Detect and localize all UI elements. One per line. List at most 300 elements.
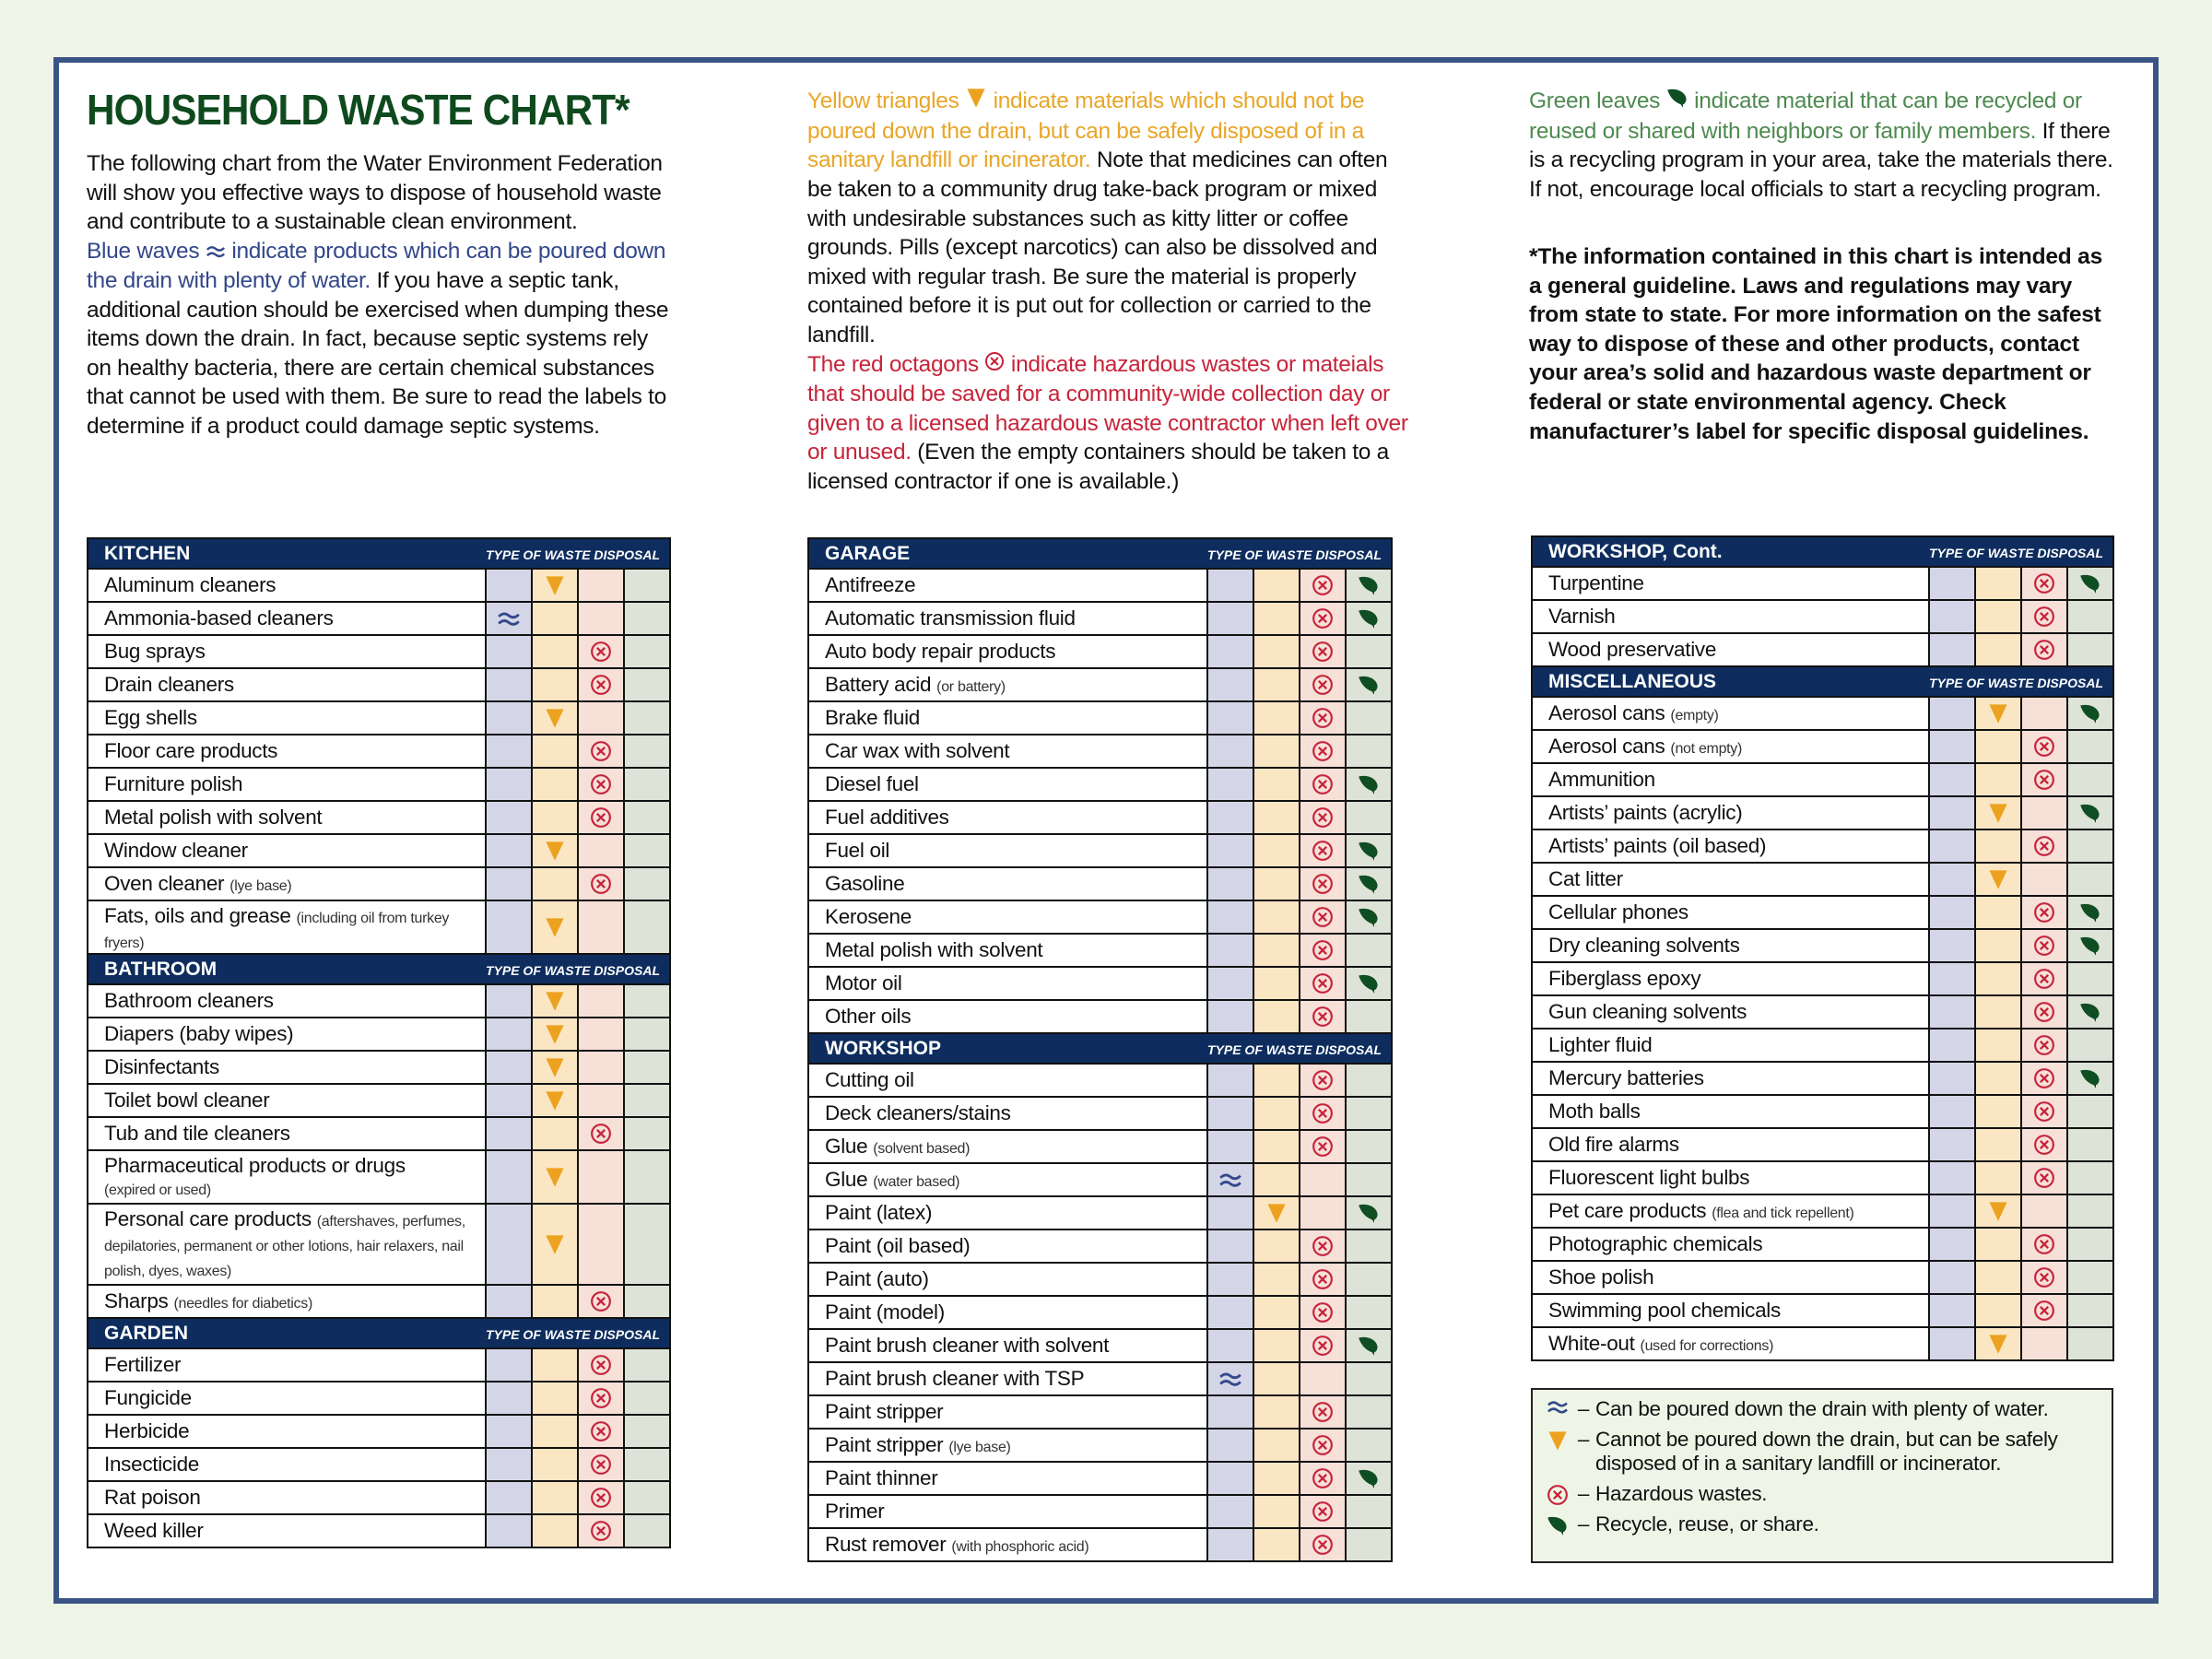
- haz-cell: [1300, 669, 1345, 700]
- drain-cell: [487, 1151, 531, 1203]
- octagon-x-icon: [2033, 735, 2055, 758]
- haz-cell: [579, 868, 623, 900]
- haz-cell: [579, 1482, 623, 1513]
- item-name: Artists’ paints (oil based): [1548, 834, 1767, 857]
- rec-cell: [1347, 1330, 1391, 1361]
- item-name: Pet care products: [1548, 1199, 1707, 1222]
- rec-cell: [2068, 930, 2112, 961]
- haz-cell: [1300, 835, 1345, 866]
- haz-cell: [1300, 769, 1345, 800]
- triangle-icon: [544, 1166, 566, 1188]
- rec-cell: [2068, 1096, 2112, 1127]
- octagon-x-icon: [1312, 1301, 1334, 1324]
- item-label: [809, 1131, 1206, 1162]
- trash-cell: [1254, 669, 1299, 700]
- octagon-x-icon: [2033, 1100, 2055, 1123]
- item-name: Herbicide: [104, 1419, 190, 1442]
- type-of-waste-label: TYPE OF WASTE DISPOSAL: [1206, 1042, 1382, 1057]
- item-name: Fats, oils and grease: [104, 904, 291, 927]
- drain-cell: [1208, 1463, 1253, 1494]
- item-name: Floor care products: [104, 739, 278, 762]
- waves-icon: [1218, 1371, 1242, 1387]
- item-label: [809, 968, 1206, 999]
- item-name: Gasoline: [825, 872, 905, 895]
- table-row: [1533, 1295, 2112, 1326]
- rec-cell: [625, 1449, 669, 1480]
- table-row: [88, 1151, 669, 1203]
- item-name: Paint (model): [825, 1300, 945, 1324]
- legend-item: [1544, 1397, 2100, 1421]
- haz-cell: [2022, 568, 2066, 599]
- item-label: [1533, 1096, 1928, 1127]
- drain-cell: [1930, 601, 1974, 632]
- haz-cell: [1300, 1131, 1345, 1162]
- section-title: WORKSHOP: [825, 1038, 941, 1059]
- drain-cell: [1208, 570, 1253, 601]
- rec-cell: [1347, 802, 1391, 833]
- blue-waves-label: Blue waves: [87, 238, 200, 264]
- drain-cell: [487, 1382, 531, 1414]
- item-name: Cutting oil: [825, 1068, 914, 1091]
- table-row: [809, 1496, 1391, 1527]
- trash-cell: [1976, 601, 2020, 632]
- octagon-x-icon: [1312, 1006, 1334, 1028]
- rec-cell: [625, 603, 669, 634]
- rec-cell: [1347, 636, 1391, 667]
- item-name: Varnish: [1548, 605, 1616, 628]
- drain-cell: [1208, 1330, 1253, 1361]
- drain-cell: [1930, 1295, 1974, 1326]
- item-note: (flea and tick repellent): [1712, 1206, 1854, 1221]
- octagon-x-icon: [2033, 968, 2055, 990]
- section-title: BATHROOM: [104, 959, 218, 980]
- haz-cell: [2022, 830, 2066, 862]
- haz-cell: [579, 702, 623, 734]
- trash-cell: [1976, 930, 2020, 961]
- table-row: [809, 603, 1391, 634]
- item-name: Shoe polish: [1548, 1265, 1654, 1288]
- item-name: Automatic transmission fluid: [825, 606, 1076, 629]
- item-name: Wood preservative: [1548, 638, 1717, 661]
- item-name: Bug sprays: [104, 640, 206, 663]
- item-label: [809, 1396, 1206, 1428]
- table-row: [1533, 698, 2112, 729]
- drain-cell: [1208, 1363, 1253, 1394]
- octagon-x-icon: [1312, 740, 1334, 762]
- haz-cell: [579, 1151, 623, 1203]
- triangle-icon: [1265, 1202, 1288, 1224]
- item-name: Oven cleaner: [104, 872, 225, 895]
- drain-cell: [487, 1449, 531, 1480]
- item-name: Metal polish with solvent: [825, 938, 1043, 961]
- rec-cell: [2068, 601, 2112, 632]
- item-name: Rust remover: [825, 1533, 947, 1556]
- table-row: [809, 1164, 1391, 1195]
- item-label: [88, 769, 485, 800]
- leaf-icon: [2079, 1001, 2101, 1023]
- drain-cell: [1208, 1529, 1253, 1560]
- item-name: Turpentine: [1548, 571, 1644, 594]
- item-name: Paint brush cleaner with solvent: [825, 1334, 1110, 1357]
- octagon-x-icon: [1312, 1534, 1334, 1556]
- octagon-x-icon: [2033, 835, 2055, 857]
- drain-cell: [1930, 1195, 1974, 1227]
- haz-cell: [2022, 731, 2066, 762]
- drain-cell: [1930, 930, 1974, 961]
- table-row: [809, 1363, 1391, 1394]
- table-row: [809, 1065, 1391, 1096]
- leaf-icon: [1358, 773, 1380, 795]
- haz-cell: [1300, 1330, 1345, 1361]
- trash-cell: [533, 802, 577, 833]
- haz-cell: [1300, 935, 1345, 966]
- octagon-x-icon: [590, 773, 612, 795]
- drain-cell: [487, 636, 531, 667]
- legend-item: [1544, 1482, 2100, 1506]
- table-row: [88, 1286, 669, 1317]
- waves-icon: [206, 238, 226, 267]
- table-row: [809, 702, 1391, 734]
- drain-cell: [487, 1349, 531, 1381]
- haz-cell: [579, 1416, 623, 1447]
- trash-cell: [533, 570, 577, 601]
- haz-cell: [2022, 1195, 2066, 1227]
- octagon-x-icon: [1312, 873, 1334, 895]
- item-label: [809, 1197, 1206, 1229]
- haz-cell: [1300, 1430, 1345, 1461]
- haz-cell: [2022, 1096, 2066, 1127]
- haz-cell: [579, 1382, 623, 1414]
- octagon-x-icon: [2033, 1167, 2055, 1189]
- item-name: Gun cleaning solvents: [1548, 1000, 1747, 1023]
- rec-cell: [2068, 1229, 2112, 1260]
- octagon-x-icon: [1312, 773, 1334, 795]
- table-row: [809, 1297, 1391, 1328]
- item-name: Fluorescent light bulbs: [1548, 1166, 1750, 1189]
- trash-cell: [1254, 968, 1299, 999]
- drain-cell: [487, 1085, 531, 1116]
- item-label: [1533, 963, 1928, 994]
- rec-cell: [625, 1018, 669, 1050]
- haz-cell: [1300, 1396, 1345, 1428]
- leaf-icon: [2079, 572, 2101, 594]
- drain-cell: [1208, 835, 1253, 866]
- page-title: HOUSEHOLD WASTE CHART*: [87, 86, 629, 134]
- trash-cell: [533, 985, 577, 1017]
- haz-cell: [1300, 636, 1345, 667]
- item-name: Window cleaner: [104, 839, 248, 862]
- item-note: (not empty): [1670, 741, 1743, 757]
- section-header: [809, 1034, 1391, 1063]
- item-label: [1533, 996, 1928, 1028]
- table-row: [809, 1463, 1391, 1494]
- trash-cell: [1254, 1529, 1299, 1560]
- item-name: Paint (latex): [825, 1201, 933, 1224]
- trash-cell: [533, 1118, 577, 1149]
- trash-cell: [533, 769, 577, 800]
- item-name: Furniture polish: [104, 772, 243, 795]
- octagon-x-icon: [590, 674, 612, 696]
- table-row: [1533, 996, 2112, 1028]
- octagon-x-icon: [2033, 1067, 2055, 1089]
- type-of-waste-label: TYPE OF WASTE DISPOSAL: [485, 547, 660, 562]
- item-name: Paint brush cleaner with TSP: [825, 1367, 1085, 1390]
- rec-cell: [625, 1286, 669, 1317]
- item-label: [809, 603, 1206, 634]
- haz-cell: [1300, 702, 1345, 734]
- drain-cell: [1208, 702, 1253, 734]
- rec-cell: [1347, 1264, 1391, 1295]
- item-name: Moth balls: [1548, 1100, 1641, 1123]
- item-name: Mercury batteries: [1548, 1066, 1704, 1089]
- rec-cell: [625, 1205, 669, 1284]
- trash-cell: [1254, 1297, 1299, 1328]
- haz-cell: [1300, 968, 1345, 999]
- drain-cell: [487, 769, 531, 800]
- rec-cell: [2068, 764, 2112, 795]
- item-name: Sharps: [104, 1289, 169, 1312]
- trash-cell: [1254, 1330, 1299, 1361]
- drain-cell: [1930, 1030, 1974, 1061]
- haz-cell: [579, 1085, 623, 1116]
- trash-cell: [1976, 963, 2020, 994]
- table-row: [809, 1430, 1391, 1461]
- item-label: [809, 669, 1206, 700]
- trash-cell: [533, 1286, 577, 1317]
- table-row: [88, 1382, 669, 1414]
- leaf-icon: [1358, 674, 1380, 696]
- triangle-icon: [544, 707, 566, 729]
- item-name: Tub and tile cleaners: [104, 1122, 290, 1145]
- drain-cell: [1930, 1328, 1974, 1359]
- item-name: Ammunition: [1548, 768, 1655, 791]
- intro-text: The following chart from the Water Environment Federation will show you effective ways to dispose of household waste and contribute to a sustainable clean environment.: [87, 151, 663, 235]
- table-row: [1533, 830, 2112, 862]
- item-note: (water based): [873, 1174, 960, 1190]
- octagon-x-icon: [1312, 1235, 1334, 1257]
- rec-cell: [1347, 1496, 1391, 1527]
- haz-cell: [579, 1205, 623, 1284]
- trash-cell: [1254, 1098, 1299, 1129]
- octagon-x-icon: [2033, 1001, 2055, 1023]
- table-row: [809, 835, 1391, 866]
- item-label: [1533, 897, 1928, 928]
- trash-cell: [1976, 830, 2020, 862]
- trash-cell: [1254, 769, 1299, 800]
- rec-cell: [2068, 1162, 2112, 1194]
- waves-icon: [1218, 1171, 1242, 1188]
- rec-cell: [1347, 901, 1391, 933]
- haz-cell: [1300, 1065, 1345, 1096]
- drain-cell: [1208, 669, 1253, 700]
- rec-cell: [625, 636, 669, 667]
- haz-cell: [2022, 864, 2066, 895]
- item-note: (lye base): [948, 1440, 1011, 1455]
- trash-cell: [533, 1085, 577, 1116]
- item-name: Fuel additives: [825, 806, 949, 829]
- item-label: [1533, 634, 1928, 665]
- drain-cell: [1208, 1098, 1253, 1129]
- leaf-icon: [1358, 972, 1380, 994]
- drain-cell: [487, 669, 531, 700]
- triangle-icon: [544, 916, 566, 938]
- drain-cell: [1930, 1096, 1974, 1127]
- trash-cell: [1254, 1396, 1299, 1428]
- rec-cell: [1347, 1396, 1391, 1428]
- table-row: [809, 935, 1391, 966]
- drain-cell: [487, 603, 531, 634]
- table-row: [809, 1001, 1391, 1032]
- trash-cell: [533, 868, 577, 900]
- drain-cell: [1208, 968, 1253, 999]
- octagon-x-icon: [1312, 1500, 1334, 1523]
- haz-cell: [579, 1018, 623, 1050]
- item-label: [809, 1363, 1206, 1394]
- table-row: [88, 901, 669, 953]
- haz-cell: [1300, 868, 1345, 900]
- trash-cell: [1976, 1328, 2020, 1359]
- table-row: [1533, 1328, 2112, 1359]
- drain-cell: [1930, 864, 1974, 895]
- leaf-icon: [1358, 840, 1380, 862]
- rec-cell: [625, 868, 669, 900]
- trash-cell: [533, 735, 577, 767]
- rec-cell: [2068, 634, 2112, 665]
- rec-cell: [2068, 1195, 2112, 1227]
- octagon-x-icon: [590, 1453, 612, 1476]
- type-of-waste-label: TYPE OF WASTE DISPOSAL: [1206, 547, 1382, 562]
- leaf-icon: [2079, 935, 2101, 957]
- recycling-text: If there is a recycling program in your area, take the materials there. If not, encourage local officials to start a recycling program.: [1529, 118, 2113, 203]
- item-name: Toilet bowl cleaner: [104, 1088, 270, 1112]
- triangle-icon: [544, 1089, 566, 1112]
- item-name: Motor oil: [825, 971, 902, 994]
- item-label: [1533, 1195, 1928, 1227]
- rec-cell: [2068, 830, 2112, 862]
- octagon-x-icon: [2033, 606, 2055, 628]
- trash-cell: [533, 1416, 577, 1447]
- triangle-icon: [544, 840, 566, 862]
- rec-cell: [2068, 1063, 2112, 1094]
- item-name: Paint thinner: [825, 1466, 938, 1489]
- rec-cell: [1347, 835, 1391, 866]
- table-row: [88, 669, 669, 700]
- drain-cell: [487, 802, 531, 833]
- octagon-x-icon: [590, 1290, 612, 1312]
- drain-cell: [1208, 735, 1253, 767]
- red-octagons-label: The red octagons: [807, 351, 979, 377]
- drain-cell: [1930, 1129, 1974, 1160]
- table-row: [88, 1349, 669, 1381]
- table-row: [809, 570, 1391, 601]
- haz-cell: [2022, 601, 2066, 632]
- octagon-x-icon: [1312, 1434, 1334, 1456]
- drain-cell: [1208, 1197, 1253, 1229]
- table-row: [88, 835, 669, 866]
- drain-cell: [1930, 764, 1974, 795]
- haz-cell: [1300, 1496, 1345, 1527]
- haz-cell: [2022, 1030, 2066, 1061]
- rec-cell: [1347, 1098, 1391, 1129]
- item-label: [1533, 1328, 1928, 1359]
- drain-cell: [487, 868, 531, 900]
- trash-cell: [1976, 634, 2020, 665]
- leaf-icon: [1358, 607, 1380, 629]
- drain-cell: [487, 1286, 531, 1317]
- octagon-x-icon: [1544, 1482, 1571, 1506]
- octagon-x-icon: [2033, 769, 2055, 791]
- item-label: [809, 1065, 1206, 1096]
- item-name: Dry cleaning solvents: [1548, 934, 1740, 957]
- drain-cell: [1208, 901, 1253, 933]
- item-name: Paint stripper: [825, 1433, 944, 1456]
- haz-cell: [2022, 1129, 2066, 1160]
- haz-cell: [579, 985, 623, 1017]
- medicines-text: Note that medicines can often be taken to a community drug take-back program or mixed with undesirable substances such as kitty litter or coffee grounds. Pills (except narcotics) can also be dissolved and mixed with regular trash. Be sure the material is properly contained before it is put out for collection or carried to the landfill.: [807, 147, 1388, 347]
- drain-cell: [1930, 1162, 1974, 1194]
- drain-cell: [1208, 802, 1253, 833]
- intro-middle: [807, 87, 1416, 496]
- trash-cell: [1254, 1001, 1299, 1032]
- drain-cell: [487, 1118, 531, 1149]
- item-label: [88, 669, 485, 700]
- rec-cell: [625, 1052, 669, 1083]
- haz-cell: [2022, 1262, 2066, 1293]
- triangle-icon: [1987, 868, 2009, 890]
- item-name: Glue: [825, 1168, 868, 1191]
- item-name: Fuel oil: [825, 839, 890, 862]
- trash-cell: [1254, 603, 1299, 634]
- item-name: Disinfectants: [104, 1055, 219, 1078]
- table-row: [809, 802, 1391, 833]
- trash-cell: [1254, 1230, 1299, 1262]
- haz-cell: [1300, 1363, 1345, 1394]
- item-label: [1533, 864, 1928, 895]
- item-label: [1533, 731, 1928, 762]
- table-row: [809, 1330, 1391, 1361]
- item-name: Egg shells: [104, 706, 197, 729]
- drain-cell: [487, 735, 531, 767]
- haz-cell: [2022, 930, 2066, 961]
- item-label: [809, 769, 1206, 800]
- drain-cell: [1208, 1496, 1253, 1527]
- drain-cell: [1930, 634, 1974, 665]
- drain-cell: [1208, 935, 1253, 966]
- triangle-icon: [544, 1023, 566, 1045]
- rec-cell: [1347, 1363, 1391, 1394]
- item-label: [88, 1085, 485, 1116]
- table-row: [88, 1205, 669, 1284]
- leaf-icon: [1358, 1202, 1380, 1224]
- haz-cell: [2022, 1328, 2066, 1359]
- item-label: [88, 603, 485, 634]
- drain-cell: [1208, 1001, 1253, 1032]
- item-label: [809, 702, 1206, 734]
- rec-cell: [1347, 702, 1391, 734]
- item-label: [809, 901, 1206, 933]
- section-header: [88, 539, 669, 568]
- rec-cell: [2068, 996, 2112, 1028]
- item-label: [88, 802, 485, 833]
- legend: [1531, 1388, 2113, 1563]
- triangle-icon: [1987, 702, 2009, 724]
- trash-cell: [533, 1449, 577, 1480]
- rec-cell: [625, 1416, 669, 1447]
- rec-cell: [625, 1382, 669, 1414]
- item-name: Aerosol cans: [1548, 701, 1665, 724]
- rec-cell: [625, 802, 669, 833]
- table-row: [1533, 601, 2112, 632]
